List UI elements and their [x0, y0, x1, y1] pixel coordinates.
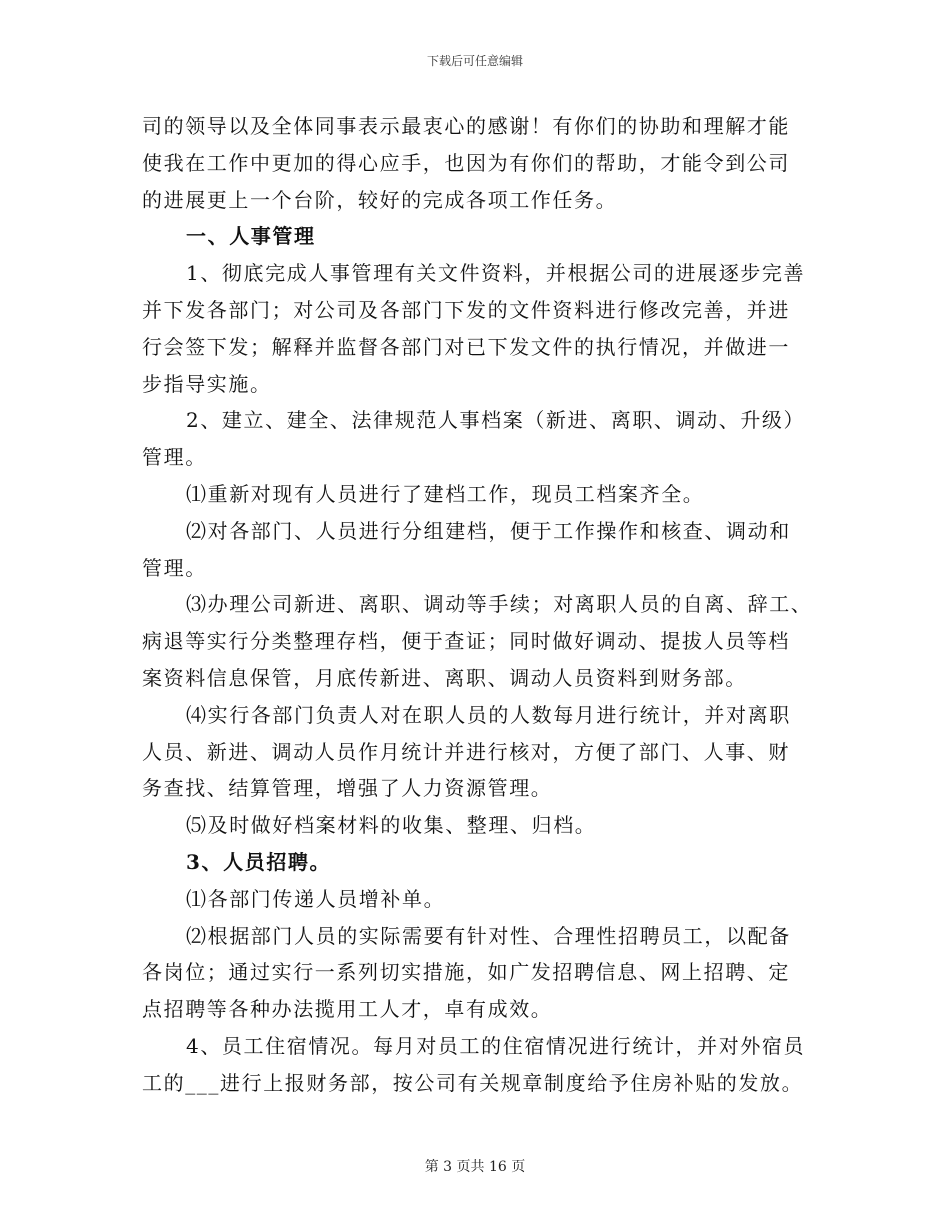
- body-line: 行会签下发；解释并监督各部门对已下发文件的执行情况，并做进一: [142, 334, 790, 359]
- body-line: 点招聘等各种办法揽用工人才，卓有成效。: [142, 997, 553, 1022]
- body-line: 管理。: [142, 445, 207, 470]
- list-item: ⑵对各部门、人员进行分组建档，便于工作操作和核查、调动和: [186, 518, 791, 543]
- body-line: 使我在工作中更加的得心应手，也因为有你们的帮助，才能令到公司: [142, 150, 790, 175]
- list-item: ⑵根据部门人员的实际需要有针对性、合理性招聘员工，以配备: [186, 923, 791, 948]
- list-item: ⑴重新对现有人员进行了建档工作，现员工档案齐全。: [186, 481, 705, 506]
- list-item: ⑴各部门传递人员增补单。: [186, 886, 446, 911]
- body-line: 案资料信息保管，月底传新进、离职、调动人员资料到财务部。: [142, 665, 747, 690]
- body-line: 的进展更上一个台阶，较好的完成各项工作任务。: [142, 187, 618, 212]
- list-item: ⑶办理公司新进、离职、调动等手续；对离职人员的自离、辞工、: [186, 592, 813, 617]
- list-item: ⑸及时做好档案材料的收集、整理、归档。: [186, 813, 597, 838]
- list-item: ⑷实行各部门负责人对在职人员的人数每月进行统计，并对离职: [186, 702, 791, 727]
- body-line: 工的___进行上报财务部，按公司有关规章制度给予住房补贴的发放。: [142, 1070, 804, 1095]
- body-line: 司的领导以及全体同事表示最衷心的感谢！有你们的协助和理解才能: [142, 114, 790, 138]
- body-line: 步指导实施。: [142, 371, 272, 396]
- document-body: [142, 108, 814, 1102]
- body-line: 各岗位；通过实行一系列切实措施，如广发招聘信息、网上招聘、定: [142, 960, 790, 985]
- body-line: 1、彻底完成人事管理有关文件资料，并根据公司的进展逐步完善: [186, 261, 806, 286]
- body-line: 4、员工住宿情况。每月对员工的住宿情况进行统计，并对外宿员: [186, 1033, 806, 1058]
- section-heading: 3、人员招聘。: [186, 849, 332, 874]
- body-line: 人员、新进、调动人员作月统计并进行核对，方便了部门、人事、财: [142, 739, 790, 764]
- body-line: 务查找、结算管理，增强了人力资源管理。: [142, 776, 553, 801]
- body-line: 2、建立、建全、法律规范人事档案（新进、离职、调动、升级）: [186, 408, 806, 433]
- body-line: 病退等实行分类整理存档，便于查证；同时做好调动、提拔人员等档: [142, 629, 790, 654]
- body-line: 并下发各部门；对公司及各部门下发的文件资料进行修改完善，并进: [142, 297, 790, 322]
- section-heading: 一、人事管理: [186, 224, 316, 249]
- page-header: 下载后可任意编辑: [426, 54, 523, 68]
- page-footer: 第 3 页共 16 页: [424, 1159, 526, 1175]
- body-line: 管理。: [142, 555, 207, 580]
